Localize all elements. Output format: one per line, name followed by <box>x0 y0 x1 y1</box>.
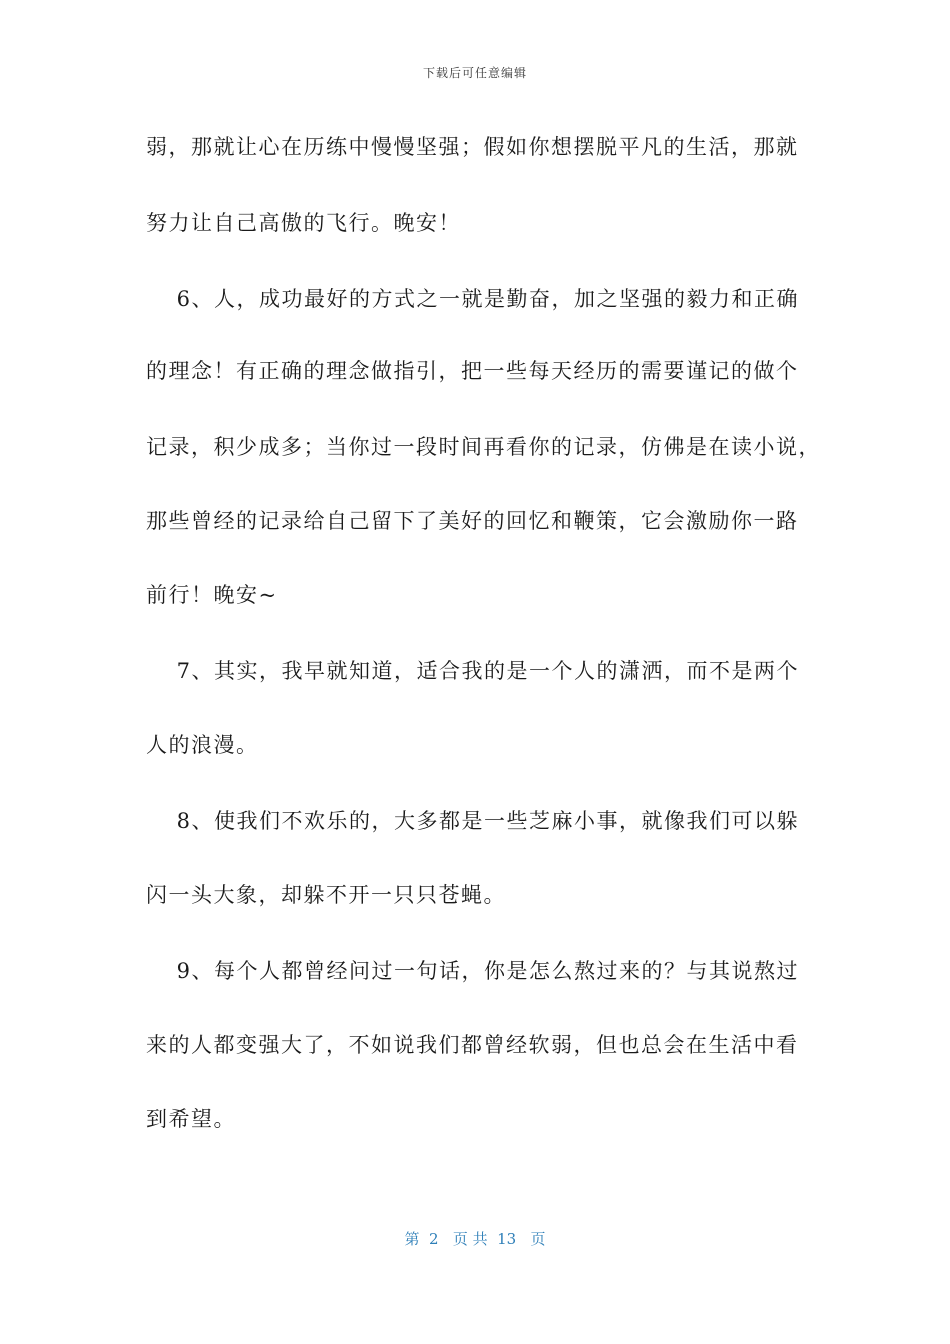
body-text-line: 那些曾经的记录给自己留下了美好的回忆和鞭策，它会激励你一路 <box>146 509 799 533</box>
body-text-line: 9、每个人都曾经问过一句话，你是怎么熬过来的？与其说熬过 <box>146 959 800 983</box>
body-text-line: 努力让自己高傲的飞行。晚安！ <box>146 211 461 235</box>
page-header: 下载后可任意编辑 <box>422 66 527 80</box>
body-text-line: 弱，那就让心在历练中慢慢坚强；假如你想摆脱平凡的生活，那就 <box>146 135 799 159</box>
body-text-line: 记录，积少成多；当你过一段时间再看你的记录，仿佛是在读小说， <box>146 435 821 459</box>
body-text-line: 7、其实，我早就知道，适合我的是一个人的潇洒，而不是两个 <box>146 659 800 683</box>
body-text-line: 8、使我们不欢乐的，大多都是一些芝麻小事，就像我们可以躲 <box>146 809 800 833</box>
body-text-line: 的理念！有正确的理念做指引，把一些每天经历的需要谨记的做个 <box>146 359 799 383</box>
body-text-line: 闪一头大象，却躲不开一只只苍蝇。 <box>146 883 506 907</box>
page-number-footer: 第 2 页 共 13 页 <box>404 1230 546 1248</box>
body-text-line: 到希望。 <box>146 1107 236 1131</box>
body-text-line: 来的人都变强大了，不如说我们都曾经软弱，但也总会在生活中看 <box>146 1033 799 1057</box>
body-text-line: 人的浪漫。 <box>146 733 259 757</box>
body-text-line: 6、人，成功最好的方式之一就是勤奋，加之坚强的毅力和正确 <box>146 287 800 311</box>
body-text-line: 前行！晚安~ <box>146 583 278 607</box>
